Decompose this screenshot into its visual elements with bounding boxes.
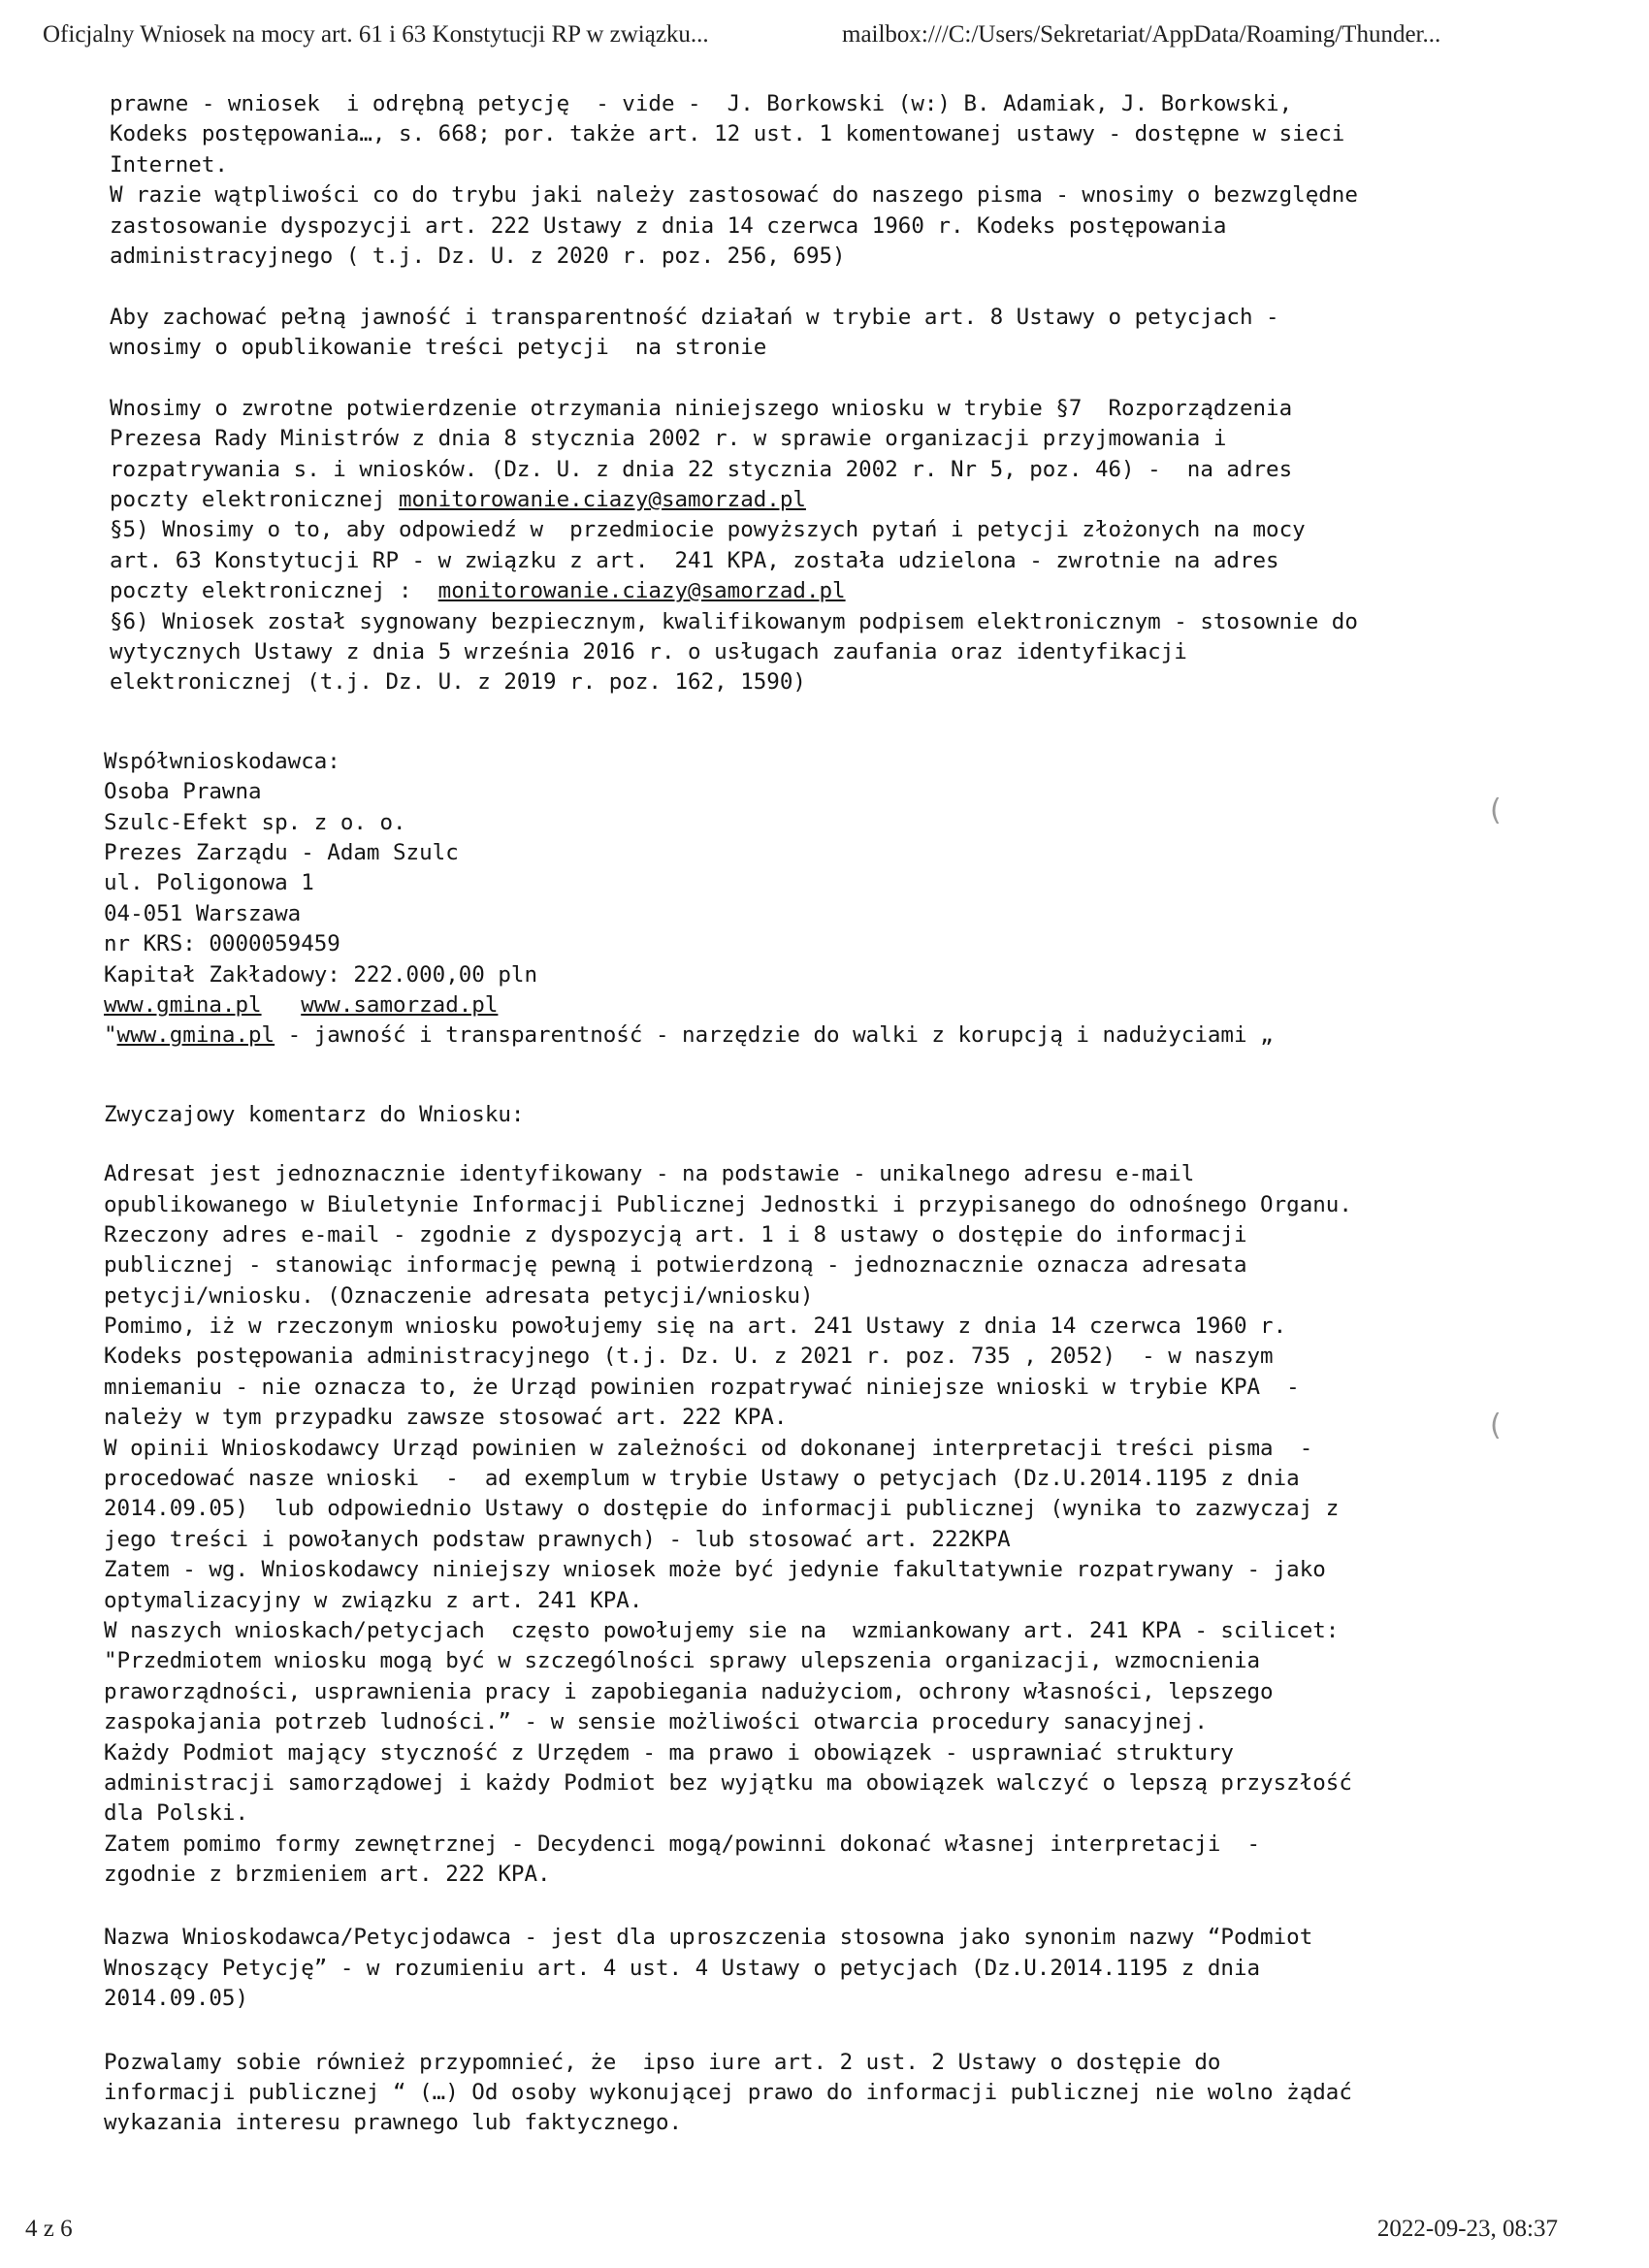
comment-section <box>104 1100 1506 2139</box>
document-body <box>104 89 1506 2139</box>
text-line: Prezesa Rady Ministrów z dnia 8 stycznia 2002 r. w sprawie organizacji przyjmowania i <box>110 426 1227 452</box>
text-line: §5) Wnosimy o to, aby odpowiedź w przedmiocie powyższych pytań i petycji złożonych na mocy <box>110 517 1306 543</box>
spacer <box>104 1130 1506 1159</box>
website-links-line <box>104 990 1506 1021</box>
text-line: W naszych wnioskach/petycjach często powołujemy sie na wzmiankowany art. 241 KPA - scilicet: <box>104 1617 1340 1643</box>
text-line: Zatem - wg. Wnioskodawcy niniejszy wniosek może być jedynie fakultatywnie rozpatrywany - jako <box>104 1557 1326 1583</box>
text-line: Wnosimy o zwrotne potwierdzenie otrzymania niniejszego wniosku w trybie §7 Rozporządzenia <box>110 395 1293 421</box>
text-line: W opinii Wnioskodawcy Urząd powinien w zależności od dokonanej interpretacji treści pisma - <box>104 1435 1313 1461</box>
spacer <box>104 2015 1506 2048</box>
email-link[interactable]: monitorowanie.ciazy@samorzad.pl <box>437 578 846 604</box>
text-line: administracyjnego ( t.j. Dz. U. z 2020 r. poz. 256, 695) <box>110 243 846 269</box>
signature-line: Prezes Zarządu - Adam Szulc <box>104 839 459 865</box>
scan-artifact: ( <box>1490 794 1502 827</box>
text-line: wykazania interesu prawnego lub faktycznego. <box>104 2110 683 2136</box>
text-line: rozpatrywania s. i wniosków. (Dz. U. z dnia 22 stycznia 2002 r. Nr 5, poz. 46) - na adres <box>110 456 1293 482</box>
text-line: petycji/wniosku. (Oznaczenie adresata petycji/wniosku) <box>104 1282 814 1309</box>
signature-line: ul. Poligonowa 1 <box>104 870 314 896</box>
spacer <box>104 1890 1506 1923</box>
paragraph-block-1 <box>110 89 1506 698</box>
text-line: Zatem pomimo formy zewnętrznej - Decydenci mogą/powinni dokonać własnej interpretacji - <box>104 1831 1261 1857</box>
text-line: elektronicznej (t.j. Dz. U. z 2019 r. poz. 162, 1590) <box>110 669 806 696</box>
text-line: 2014.09.05) <box>104 1986 249 2012</box>
signature-line: nr KRS: 0000059459 <box>104 931 340 957</box>
spacer <box>110 698 1506 747</box>
text-line: zaspokajania potrzeb ludności.” - w sensie możliwości otwarcia procedury sanacyjnej. <box>104 1709 1208 1735</box>
text-line: mniemaniu - nie oznacza to, że Urząd powinien rozpatrywać niniejsze wnioski w trybie KPA - <box>104 1374 1300 1400</box>
motto-line <box>104 1021 1506 1051</box>
signature-line: Kapitał Zakładowy: 222.000,00 pln <box>104 961 538 988</box>
text-fragment: poczty elektronicznej <box>110 487 400 513</box>
text-line: publicznej - stanowiąc informację pewną i potwierdzoną - jednoznacznie oznacza adresata <box>104 1252 1247 1279</box>
print-header-path: mailbox:///C:/Users/Sekretariat/AppData/Roaming/Thunder... <box>842 21 1441 48</box>
blank-line <box>110 364 1506 394</box>
website-link[interactable]: www.gmina.pl <box>104 991 262 1018</box>
text-line: 2014.09.05) lub odpowiednio Ustawy o dostępie do informacji publicznej (wynika to zazwyczaj z <box>104 1496 1340 1522</box>
text-line: Nazwa Wnioskodawca/Petycjodawca - jest dla uproszczenia stosowna jako synonim nazwy “Podmiot <box>104 1925 1313 1951</box>
text-line: Adresat jest jednoznacznie identyfikowany - na podstawie - unikalnego adresu e-mail <box>104 1161 1195 1187</box>
signature-line: Współwnioskodawca: <box>104 748 340 774</box>
print-timestamp: 2022-09-23, 08:37 <box>1376 2216 1558 2242</box>
text-line: jego treści i powołanych podstaw prawnych) - lub stosować art. 222KPA <box>104 1526 1011 1552</box>
signature-block <box>104 747 1506 1052</box>
text-line: procedować nasze wnioski - ad exemplum w trybie Ustawy o petycjach (Dz.U.2014.1195 z dnia <box>104 1466 1300 1492</box>
text-line: informacji publicznej “ (…) Od osoby wykonującej prawo do informacji publicznej nie wolno żądać <box>104 2080 1352 2106</box>
text-fragment: poczty elektronicznej : <box>110 578 438 604</box>
website-link[interactable]: www.samorzad.pl <box>301 991 499 1018</box>
text-line: Kodeks postępowania…, s. 668; por. także art. 12 ust. 1 komentowanej ustawy - dostępne w sieci <box>110 121 1345 147</box>
text-line: wytycznych Ustawy z dnia 5 września 2016 r. o usługach zaufania oraz identyfikacji <box>110 639 1187 665</box>
comment-heading: Zwyczajowy komentarz do Wniosku: <box>104 1101 525 1127</box>
text-line: "Przedmiotem wniosku mogą być w szczególności sprawy ulepszenia organizacji, wzmocnienia <box>104 1648 1261 1674</box>
signature-line: Szulc-Efekt sp. z o. o. <box>104 809 406 835</box>
spacer <box>110 1052 1506 1100</box>
text-line: praworządności, usprawnienia pracy i zapobiegania nadużyciom, ochrony własności, lepszego <box>104 1678 1274 1704</box>
signature-line: Osoba Prawna <box>104 779 262 805</box>
text-line-with-email <box>110 576 1506 606</box>
text-line: Pozwalamy sobie również przypomnieć, że ipso iure art. 2 ust. 2 Ustawy o dostępie do <box>104 2049 1221 2075</box>
page-number: 4 z 6 <box>25 2216 73 2242</box>
website-link[interactable]: www.gmina.pl <box>116 1022 275 1049</box>
text-line: prawne - wniosek i odrębną petycję - vide - J. Borkowski (w:) B. Adamiak, J. Borkowski, <box>110 91 1293 116</box>
print-header-title: Oficjalny Wniosek na mocy art. 61 i 63 Konstytucji RP w związku... <box>43 21 709 48</box>
text-line: wnosimy o opublikowanie treści petycji na stronie <box>110 335 767 361</box>
text-line: należy w tym przypadku zawsze stosować art. 222 KPA. <box>104 1405 788 1431</box>
text-line: Każdy Podmiot mający styczność z Urzędem - ma prawo i obowiązek - usprawniać struktury <box>104 1739 1234 1766</box>
scan-artifact: ( <box>1490 1409 1502 1442</box>
text-line: Rzeczony adres e-mail - zgodnie z dyspozycją art. 1 i 8 ustawy o dostępie do informacji <box>104 1221 1247 1247</box>
text-line: Aby zachować pełną jawność i transparentność działań w trybie art. 8 Ustawy o petycjach - <box>110 304 1279 330</box>
text-line: Internet. <box>110 151 228 178</box>
text-line-with-email <box>110 485 1506 515</box>
text-line: dla Polski. <box>104 1800 249 1827</box>
email-link[interactable]: monitorowanie.ciazy@samorzad.pl <box>399 487 806 513</box>
blank-line <box>110 272 1506 302</box>
text-line: Pomimo, iż w rzeczonym wniosku powołujemy się na art. 241 Ustawy z dnia 14 czerwca 1960 r. <box>104 1313 1287 1340</box>
text-line: Wnoszący Petycję” - w rozumieniu art. 4 ust. 4 Ustawy o petycjach (Dz.U.2014.1195 z dnia <box>104 1955 1261 1981</box>
signature-line: 04-051 Warszawa <box>104 900 302 926</box>
text-line: Kodeks postępowania administracyjnego (t.j. Dz. U. z 2021 r. poz. 735 , 2052) - w naszym <box>104 1344 1274 1370</box>
text-line: administracji samorządowej i każdy Podmiot bez wyjątku ma obowiązek walczyć o lepszą przyszłość <box>104 1769 1352 1796</box>
text-line: zgodnie z brzmieniem art. 222 KPA. <box>104 1862 551 1888</box>
text-line: art. 63 Konstytucji RP - w związku z art. 241 KPA, została udzielona - zwrotnie na adres <box>110 547 1279 573</box>
text-line: §6) Wniosek został sygnowany bezpiecznym, kwalifikowanym podpisem elektronicznym - stosownie do <box>110 608 1358 634</box>
text-line: zastosowanie dyspozycji art. 222 Ustawy z dnia 14 czerwca 1960 r. Kodeks postępowania <box>110 212 1227 239</box>
text-line: W razie wątpliwości co do trybu jaki należy zastosować do naszego pisma - wnosimy o bezwzględne <box>110 182 1358 209</box>
text-line: opublikowanego w Biuletynie Informacji Publicznej Jednostki i przypisanego do odnośnego Organu. <box>104 1191 1352 1217</box>
text-fragment: - jawność i transparentność - narzędzie do walki z korupcją i nadużyciami „ <box>275 1022 1274 1049</box>
text-line: optymalizacyjny w związku z art. 241 KPA. <box>104 1587 643 1613</box>
text-fragment: " <box>104 1022 117 1049</box>
